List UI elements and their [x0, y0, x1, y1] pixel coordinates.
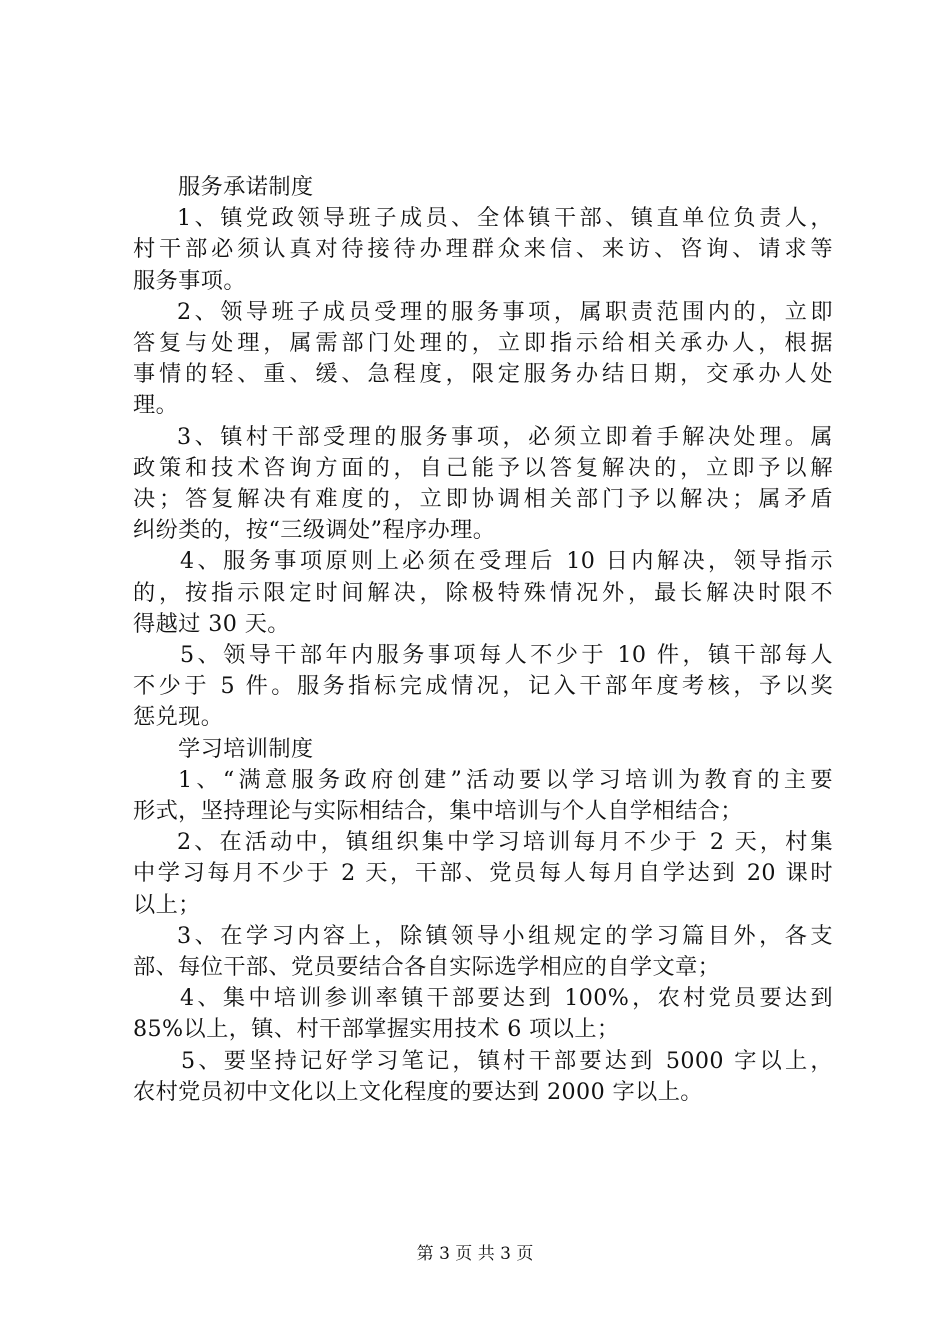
- text-line: 的，按指示限定时间解决，除极特殊情况外，最长解决时限不: [133, 579, 833, 606]
- text-line: 纠纷类的，按“三级调处”程序办理。: [133, 517, 496, 544]
- text-line: 事情的轻、重、缓、急程度，限定服务办结日期，交承办人处: [133, 361, 833, 388]
- text-line: 1、“满意服务政府创建”活动要以学习培训为教育的主要: [178, 766, 833, 793]
- document-body: [133, 172, 833, 1108]
- text-line: 部、每位干部、党员要结合各自实际选学相应的自学文章；: [133, 954, 721, 981]
- text-line: 惩兑现。: [133, 704, 224, 731]
- text-line: 3、在学习内容上，除镇领导小组规定的学习篇目外，各支: [177, 922, 833, 949]
- text-line: 答复与处理，属需部门处理的，立即指示给相关承办人，根据: [133, 330, 833, 357]
- text-line: 农村党员初中文化以上文化程度的要达到 2000 字以上。: [133, 1078, 703, 1105]
- text-line: 2、在活动中，镇组织集中学习培训每月不少于 2 天，村集: [177, 829, 833, 856]
- text-line: 理。: [133, 392, 179, 419]
- text-line: 4、集中培训参训率镇干部要达到 100%，农村党员要达到: [180, 985, 833, 1012]
- text-line: 得越过 30 天。: [133, 610, 290, 637]
- text-line: 学习培训制度: [178, 735, 314, 762]
- text-line: 3、镇村干部受理的服务事项，必须立即着手解决处理。属: [177, 423, 833, 450]
- text-line: 不少于 5 件。服务指标完成情况，记入干部年度考核，予以奖: [133, 673, 833, 700]
- text-line: 服务事项。: [133, 267, 246, 294]
- text-line: 形式，坚持理论与实际相结合，集中培训与个人自学相结合；: [133, 798, 743, 825]
- text-line: 4、服务事项原则上必须在受理后 10 日内解决，领导指示: [180, 548, 833, 575]
- text-line: 5、要坚持记好学习笔记，镇村干部要达到 5000 字以上，: [181, 1047, 833, 1074]
- text-line: 村干部必须认真对待接待办理群众来信、来访、咨询、请求等: [133, 236, 833, 263]
- text-line: 以上；: [133, 891, 201, 918]
- text-line: 服务承诺制度: [178, 174, 314, 200]
- text-line: 决；答复解决有难度的，立即协调相关部门予以解决；属矛盾: [133, 486, 833, 513]
- text-line: 5、领导干部年内服务事项每人不少于 10 件，镇干部每人: [180, 642, 833, 669]
- text-line: 政策和技术咨询方面的，自己能予以答复解决的，立即予以解: [133, 454, 833, 481]
- text-line: 85%以上，镇、村干部掌握实用技术 6 项以上；: [133, 1016, 620, 1043]
- text-line: 中学习每月不少于 2 天，干部、党员每人每月自学达到 20 课时: [133, 860, 833, 887]
- text-line: 2、领导班子成员受理的服务事项，属职责范围内的，立即: [177, 298, 833, 325]
- text-line: 1、镇党政领导班子成员、全体镇干部、镇直单位负责人，: [177, 205, 833, 232]
- page-footer: 第 3 页 共 3 页: [416, 1244, 534, 1264]
